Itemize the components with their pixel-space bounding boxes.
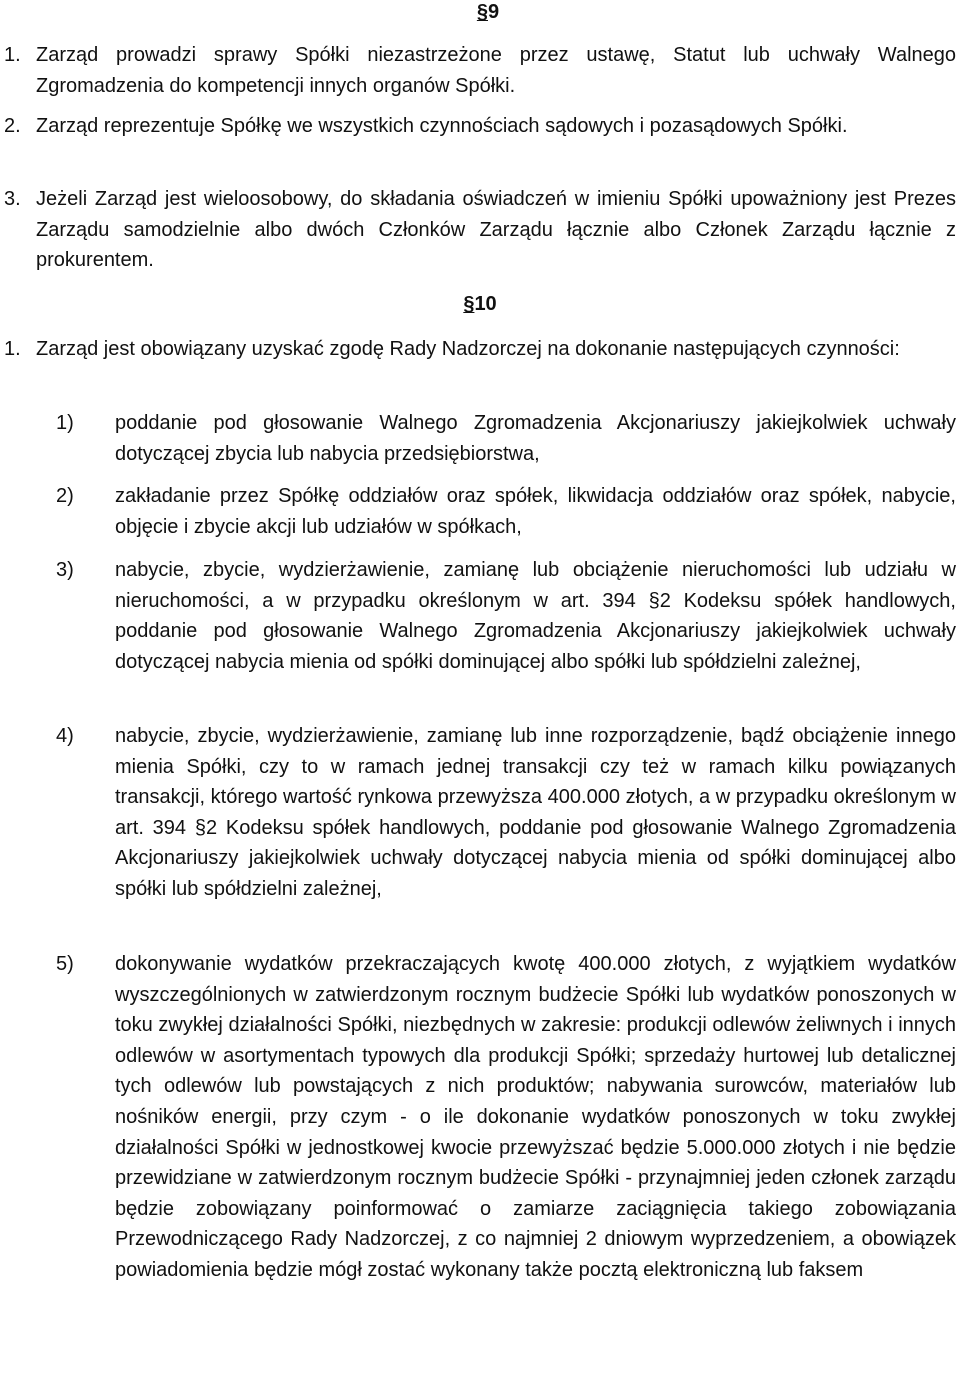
list-item: [56, 721, 956, 905]
list-item-number: 2): [56, 485, 74, 507]
list-item-text: nabycie, zbycie, wydzierżawienie, zamianę lub obciążenie nieruchomości lub udziału w nieruchomości, a w przypadku określonym w art. 394 §2 Kodeksu spółek handlowych, poddanie pod głosowanie Walnego Zgromadzenia Akcjonariuszy jakiejkolwiek uchwały dotyczącej nabycia mienia od spółki dominującej albo spółki lub spółdzielni zależnej,: [115, 559, 956, 673]
list-item-number: 3): [56, 559, 74, 581]
list-item-text: nabycie, zbycie, wydzierżawienie, zamianę lub inne rozporządzenie, bądź obciążenie innego mienia Spółki, czy to w ramach jednej transakcji czy też w ramach kilku powiązanych transakcji, którego wartość rynkowa przewyższa 400.000 złotych, a w przypadku określonym w art. 394 §2 Kodeksu spółek handlowych, poddanie pod głosowanie Walnego Zgromadzenia Akcjonariuszy jakiejkolwiek uchwały dotyczącej nabycia mienia od spółki dominującej albo spółki lub spółdzielni zależnej,: [115, 725, 956, 900]
list-item-text: dokonywanie wydatków przekraczających kwotę 400.000 złotych, z wyjątkiem wydatków wyszczególnionych w zatwierdzonym rocznym budżecie Spółki lub wydatków ponoszonych w toku zwykłej działalności Spółki, niezbędnych w zakresie: produkcji odlewów żeliwnych i innych odlewów w asortymentach typowych dla produkcji Spółki; sprzedaży hurtowej lub detalicznej tych odlewów lub powstających z nich produktów; nabywania surowców, materiałów lub nośników energii, przy czym - o ile dokonanie wydatków ponoszonych w toku zwykłej działalności Spółki w jednostkowej kwocie przewyższać będzie 5.000.000 złotych i nie będzie przewidziane w zatwierdzonym rocznym budżecie Spółki - przynajmniej jeden członek zarządu będzie zobowiązany poinformować o zamiarze zaciągnięcia takiego zobowiązania Przewodniczącego Rady Nadzorczej, z co najmniej 2 dniowym wyprzedzeniem, a obowiązek powiadomienia będzie mógł zostać wykonany także pocztą elektroniczną lub faksem: [115, 953, 956, 1281]
paragraph-number: 1.: [4, 44, 21, 66]
paragraph-text: Zarząd jest obowiązany uzyskać zgodę Rady Nadzorczej na dokonanie następujących czynności:: [36, 338, 900, 360]
list-item-number: 5): [56, 953, 74, 975]
list-item: [56, 481, 956, 542]
list-item-text: poddanie pod głosowanie Walnego Zgromadzenia Akcjonariuszy jakiejkolwiek uchwały dotyczącej zbycia lub nabycia przedsiębiorstwa,: [115, 412, 956, 465]
paragraph-number: 1.: [4, 338, 21, 360]
section-mark: §: [476, 1, 488, 23]
list-item-number: 4): [56, 725, 74, 747]
paragraph-text: Jeżeli Zarząd jest wieloosobowy, do składania oświadczeń w imieniu Spółki upoważniony jest Prezes Zarządu samodzielnie albo dwóch Członków Zarządu łącznie albo Członek Zarządu łącznie z prokurentem.: [36, 188, 956, 272]
list-item-number: 1): [56, 412, 74, 434]
paragraph-number: 2.: [4, 115, 21, 137]
section-number: 9: [488, 1, 500, 23]
section-heading-10: [0, 292, 960, 316]
paragraph: [4, 334, 956, 365]
list-item: [56, 408, 956, 469]
section-number: 10: [474, 293, 497, 315]
paragraph-text: Zarząd prowadzi sprawy Spółki niezastrzeżone przez ustawę, Statut lub uchwały Walnego Zgromadzenia do kompetencji innych organów Spółki.: [36, 44, 956, 97]
paragraph-number: 3.: [4, 188, 21, 210]
list-item-text: zakładanie przez Spółkę oddziałów oraz spółek, likwidacja oddziałów oraz spółek, nabycie, objęcie i zbycie akcji lub udziałów w spółkach,: [115, 485, 956, 538]
paragraph-text: Zarząd reprezentuje Spółkę we wszystkich czynnościach sądowych i pozasądowych Spółki.: [36, 115, 848, 137]
paragraph: [4, 40, 956, 101]
list-item: [56, 555, 956, 677]
paragraph: [4, 111, 956, 142]
section-mark: §: [463, 293, 475, 315]
list-item: [56, 949, 956, 1286]
paragraph: [4, 184, 956, 276]
section-heading-9: [8, 0, 960, 24]
